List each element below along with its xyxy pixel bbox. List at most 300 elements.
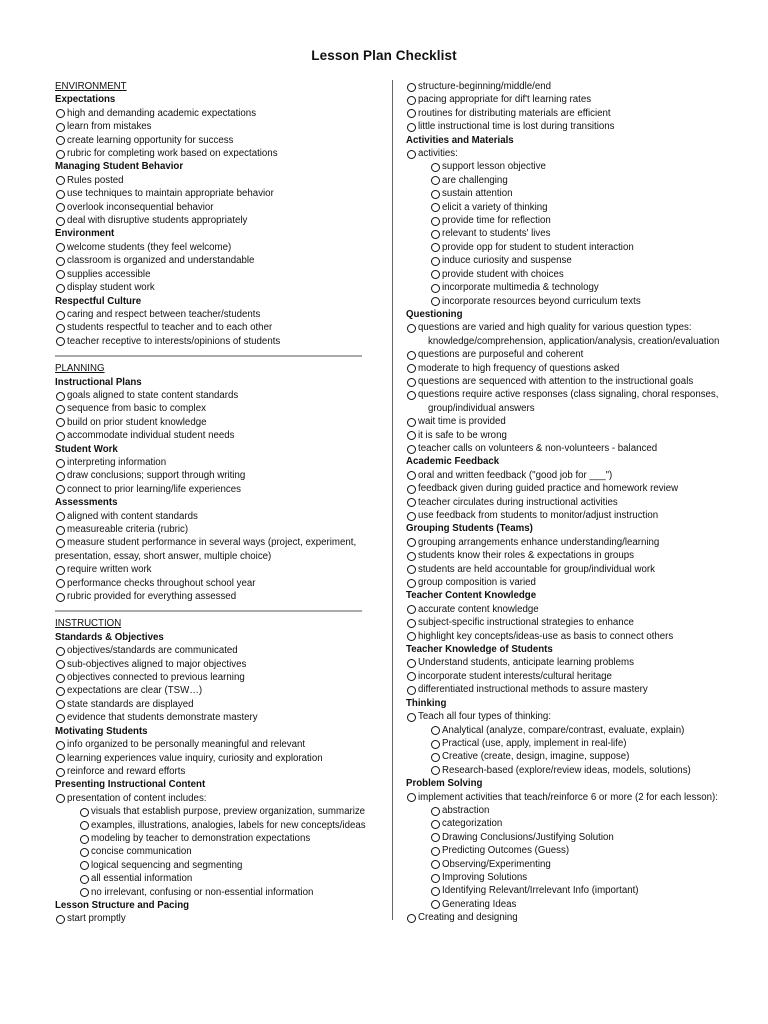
checkbox-circle-icon[interactable] [407, 378, 416, 387]
checkbox-circle-icon[interactable] [431, 887, 440, 896]
checkbox-circle-icon[interactable] [56, 768, 65, 777]
checkbox-circle-icon[interactable] [80, 821, 89, 830]
checklist-subitem [55, 872, 385, 885]
item-text: teacher circulates during instructional activities [418, 496, 618, 508]
checklist-item [406, 563, 736, 576]
item-text: Expectations [55, 94, 116, 106]
checklist-item [55, 214, 385, 227]
item-text: induce curiosity and suspense [442, 255, 572, 267]
checkbox-circle-icon[interactable] [431, 726, 440, 735]
checkbox-circle-icon[interactable] [56, 526, 65, 535]
checkbox-circle-icon[interactable] [56, 566, 65, 575]
checkbox-circle-icon[interactable] [431, 874, 440, 883]
item-text: Instructional Plans [55, 376, 142, 388]
checkbox-circle-icon[interactable] [407, 672, 416, 681]
checklist-item [406, 670, 736, 683]
checkbox-circle-icon[interactable] [407, 351, 416, 360]
subsection-heading [406, 134, 736, 147]
checkbox-circle-icon[interactable] [56, 123, 65, 132]
checkbox-circle-icon[interactable] [407, 471, 416, 480]
item-text: Improving Solutions [442, 871, 528, 883]
item-text: accurate content knowledge [418, 603, 539, 615]
checklist-item [55, 469, 385, 482]
checkbox-circle-icon[interactable] [56, 243, 65, 252]
checkbox-circle-icon[interactable] [56, 392, 65, 401]
item-text: categorization [442, 818, 503, 830]
checklist-item [406, 710, 736, 723]
item-text: Teach all four types of thinking: [418, 711, 552, 723]
checkbox-circle-icon[interactable] [407, 96, 416, 105]
item-text: feedback given during guided practice and homework review [418, 483, 679, 495]
subsection-heading [55, 376, 385, 389]
checklist-item [55, 281, 385, 294]
checkbox-circle-icon[interactable] [56, 136, 65, 145]
checkbox-circle-icon[interactable] [407, 150, 416, 159]
subsection-heading [406, 589, 736, 602]
subsection-heading [406, 643, 736, 656]
checkbox-circle-icon[interactable] [407, 565, 416, 574]
subsection-heading [406, 455, 736, 468]
subsection-heading [406, 777, 736, 790]
checkbox-circle-icon[interactable] [407, 364, 416, 373]
item-text: caring and respect between teacher/students [67, 308, 261, 320]
item-text: Creative (create, design, imagine, suppose) [442, 751, 630, 763]
checkbox-circle-icon[interactable] [431, 190, 440, 199]
checklist-item [406, 120, 736, 133]
item-text: presentation of content includes: [67, 792, 207, 804]
checklist-subitem [406, 254, 736, 267]
checklist-item-continuation [55, 550, 385, 563]
item-text: Teacher Knowledge of Students [406, 644, 553, 656]
item-text: oral and written feedback ("good job for ___") [418, 469, 613, 481]
checklist-subitem [406, 187, 736, 200]
subsection-heading [55, 496, 385, 509]
checklist-item [406, 536, 736, 549]
item-text: Practical (use, apply, implement in real-life) [442, 737, 627, 749]
checkbox-circle-icon[interactable] [407, 83, 416, 92]
left-column [55, 80, 385, 926]
checkbox-circle-icon[interactable] [56, 109, 65, 118]
item-text: Motivating Students [55, 725, 148, 737]
checkbox-circle-icon[interactable] [431, 753, 440, 762]
subsection-heading [406, 697, 736, 710]
checkbox-circle-icon[interactable] [407, 686, 416, 695]
checkbox-circle-icon[interactable] [56, 190, 65, 199]
section-divider [55, 355, 362, 357]
checklist-item [55, 523, 385, 536]
item-text: use techniques to maintain appropriate behavior [67, 188, 274, 200]
checkbox-circle-icon[interactable] [407, 579, 416, 588]
checklist-item [55, 268, 385, 281]
checklist-item [406, 107, 736, 120]
checklist-item [55, 577, 385, 590]
item-text: questions are sequenced with attention to the instructional goals [418, 375, 694, 387]
checkbox-circle-icon[interactable] [56, 714, 65, 723]
subsection-heading [55, 160, 385, 173]
item-text: state standards are displayed [67, 698, 194, 710]
checkbox-circle-icon[interactable] [56, 539, 65, 548]
item-text: structure-beginning/middle/end [418, 81, 552, 92]
item-text: Academic Feedback [406, 456, 500, 468]
checkbox-circle-icon[interactable] [56, 754, 65, 763]
checklist-item [406, 415, 736, 428]
item-text: moderate to high frequency of questions asked [418, 362, 620, 374]
checkbox-circle-icon[interactable] [56, 418, 65, 427]
checklist-item [55, 711, 385, 724]
item-text: Teacher Content Knowledge [406, 590, 537, 602]
checklist-item [55, 536, 385, 549]
checkbox-circle-icon[interactable] [407, 605, 416, 614]
item-text: questions require active responses (class signaling, choral responses, [418, 389, 719, 401]
subsection-heading [406, 308, 736, 321]
checklist-item [55, 792, 385, 805]
checkbox-circle-icon[interactable] [56, 337, 65, 346]
checkbox-circle-icon[interactable] [431, 860, 440, 869]
checklist-subitem [406, 295, 736, 308]
item-text: it is safe to be wrong [418, 429, 507, 441]
subsection-heading [55, 227, 385, 240]
checkbox-circle-icon[interactable] [407, 445, 416, 454]
checklist-item [406, 482, 736, 495]
item-text: subject-specific instructional strategies to enhance [418, 617, 634, 629]
item-text: pacing appropriate for dif't learning rates [418, 94, 592, 106]
checklist-subitem [406, 804, 736, 817]
item-text: Creating and designing [418, 912, 518, 924]
checkbox-circle-icon[interactable] [80, 835, 89, 844]
checklist-subitem [406, 871, 736, 884]
item-text: abstraction [442, 804, 490, 816]
item-text: Assessments [55, 497, 118, 509]
item-text: deal with disruptive students appropriately [67, 215, 248, 227]
checklist-item [406, 348, 736, 361]
checkbox-circle-icon[interactable] [407, 512, 416, 521]
checkbox-circle-icon[interactable] [407, 123, 416, 132]
item-text: Respectful Culture [55, 295, 142, 307]
item-text: measure student performance in several ways (project, experiment, [67, 537, 357, 549]
checkbox-circle-icon[interactable] [56, 647, 65, 656]
checkbox-circle-icon[interactable] [407, 713, 416, 722]
item-text: little instructional time is lost during transitions [418, 121, 615, 133]
checklist-item [55, 308, 385, 321]
item-text: examples, illustrations, analogies, labels for new concepts/ideas [91, 819, 366, 831]
item-text: students are held accountable for group/individual work [418, 563, 655, 575]
item-text: sequence from basic to complex [67, 403, 206, 415]
checklist-item [406, 576, 736, 589]
subsection-heading [55, 899, 385, 912]
checkbox-circle-icon[interactable] [407, 498, 416, 507]
item-text: logical sequencing and segmenting [91, 859, 243, 871]
checkbox-circle-icon[interactable] [56, 687, 65, 696]
checkbox-circle-icon[interactable] [56, 270, 65, 279]
item-text: group/individual answers [428, 402, 535, 414]
item-text: classroom is organized and understandable [67, 255, 255, 267]
checkbox-circle-icon[interactable] [56, 485, 65, 494]
checkbox-circle-icon[interactable] [56, 150, 65, 159]
checkbox-circle-icon[interactable] [407, 391, 416, 400]
checklist-subitem [406, 750, 736, 763]
item-text: incorporate student interests/cultural heritage [418, 670, 612, 682]
checkbox-circle-icon[interactable] [80, 875, 89, 884]
checklist-item [55, 187, 385, 200]
checklist-subitem [55, 819, 385, 832]
checklist-subitem [55, 805, 385, 818]
item-text: concise communication [91, 846, 192, 858]
checklist-subitem [55, 859, 385, 872]
item-text: INSTRUCTION [55, 618, 122, 630]
checkbox-circle-icon[interactable] [56, 512, 65, 521]
item-text: all essential information [91, 873, 193, 885]
subsection-heading [55, 295, 385, 308]
checkbox-circle-icon[interactable] [431, 176, 440, 185]
checkbox-circle-icon[interactable] [407, 324, 416, 333]
item-text: presentation, essay, short answer, multiple choice) [55, 550, 272, 562]
checkbox-circle-icon[interactable] [431, 847, 440, 856]
item-text: relevant to students' lives [442, 228, 551, 240]
item-text: Lesson Structure and Pacing [55, 899, 190, 911]
checkbox-circle-icon[interactable] [407, 552, 416, 561]
checkbox-circle-icon[interactable] [80, 861, 89, 870]
checkbox-circle-icon[interactable] [431, 203, 440, 212]
item-text: Analytical (analyze, compare/contrast, evaluate, explain) [442, 724, 685, 736]
checklist-item-continuation [406, 335, 736, 348]
checklist-item [55, 174, 385, 187]
subsection-heading [55, 443, 385, 456]
checklist-item [406, 362, 736, 375]
item-text: Understand students, anticipate learning problems [418, 657, 634, 669]
subsection-heading [55, 725, 385, 738]
checklist-item [55, 120, 385, 133]
checkbox-circle-icon[interactable] [56, 593, 65, 602]
checklist-item [55, 456, 385, 469]
checkbox-circle-icon[interactable] [431, 900, 440, 909]
checkbox-circle-icon[interactable] [56, 203, 65, 212]
item-text: rubric for completing work based on expectations [67, 148, 278, 160]
checkbox-circle-icon[interactable] [56, 176, 65, 185]
item-text: are challenging [442, 174, 508, 186]
item-text: Student Work [55, 443, 118, 455]
checklist-item [55, 698, 385, 711]
checkbox-circle-icon[interactable] [407, 793, 416, 802]
checklist-item [406, 549, 736, 562]
item-text: objectives/standards are communicated [67, 645, 238, 657]
checklist-item [406, 429, 736, 442]
item-text: Thinking [406, 697, 447, 709]
checklist-item [55, 429, 385, 442]
item-text: interpreting information [67, 456, 167, 468]
checklist-item [55, 241, 385, 254]
checkbox-circle-icon[interactable] [407, 418, 416, 427]
subsection-heading [55, 778, 385, 791]
checkbox-circle-icon[interactable] [56, 741, 65, 750]
section-divider [55, 610, 362, 612]
checklist-subitem [406, 214, 736, 227]
checklist-subitem [406, 884, 736, 897]
checklist-item [406, 147, 736, 160]
item-text: measureable criteria (rubric) [67, 524, 189, 535]
item-text: questions are purposeful and coherent [418, 349, 584, 361]
item-text: teacher calls on volunteers & non-volunteers - balanced [418, 442, 658, 454]
column-divider [392, 80, 393, 920]
checkbox-circle-icon[interactable] [56, 311, 65, 320]
checkbox-circle-icon[interactable] [56, 700, 65, 709]
checklist-item [406, 496, 736, 509]
checkbox-circle-icon[interactable] [407, 914, 416, 923]
item-text: Standards & Objectives [55, 631, 164, 643]
checklist-item [406, 93, 736, 106]
checkbox-circle-icon[interactable] [431, 257, 440, 266]
item-text: goals aligned to state content standards [67, 389, 239, 401]
checklist-item [55, 147, 385, 160]
checkbox-circle-icon[interactable] [56, 579, 65, 588]
checklist-subitem [406, 858, 736, 871]
checklist-item [406, 388, 736, 401]
item-text: accommodate individual student needs [67, 430, 235, 442]
checklist-item [55, 483, 385, 496]
item-text: Grouping Students (Teams) [406, 523, 533, 535]
checkbox-circle-icon[interactable] [431, 270, 440, 279]
checkbox-circle-icon[interactable] [56, 674, 65, 683]
checklist-item [406, 509, 736, 522]
item-text: visuals that establish purpose, preview organization, summarize [91, 806, 366, 818]
checklist-subitem [406, 268, 736, 281]
subsection-heading [55, 93, 385, 106]
item-text: modeling by teacher to demonstration expectations [91, 832, 311, 844]
item-text: Rules posted [67, 174, 124, 186]
item-text: create learning opportunity for success [67, 134, 234, 146]
checklist-item [55, 335, 385, 348]
checkbox-circle-icon[interactable] [431, 284, 440, 293]
subsection-heading [406, 522, 736, 535]
checkbox-circle-icon[interactable] [407, 619, 416, 628]
item-text: expectations are clear (TSW…) [67, 685, 203, 697]
item-text: incorporate multimedia & technology [442, 282, 599, 294]
checkbox-circle-icon[interactable] [56, 432, 65, 441]
item-text: aligned with content standards [67, 510, 198, 522]
item-text: group composition is varied [418, 577, 536, 589]
checklist-item [55, 658, 385, 671]
checkbox-circle-icon[interactable] [407, 538, 416, 547]
checkbox-circle-icon[interactable] [431, 217, 440, 226]
checkbox-circle-icon[interactable] [56, 915, 65, 924]
checkbox-circle-icon[interactable] [56, 660, 65, 669]
checklist-item [55, 254, 385, 267]
item-text: knowledge/comprehension, application/analysis, creation/evaluation [428, 335, 720, 347]
item-text: students respectful to teacher and to each other [67, 322, 273, 334]
checklist-item [55, 416, 385, 429]
item-text: supplies accessible [67, 268, 151, 280]
checkbox-circle-icon[interactable] [431, 820, 440, 829]
checkbox-circle-icon[interactable] [431, 766, 440, 775]
checklist-item [406, 469, 736, 482]
checkbox-circle-icon[interactable] [56, 257, 65, 266]
checkbox-circle-icon[interactable] [56, 459, 65, 468]
checkbox-circle-icon[interactable] [56, 324, 65, 333]
checkbox-circle-icon[interactable] [407, 109, 416, 118]
item-text: welcome students (they feel welcome) [67, 241, 232, 253]
item-text: draw conclusions; support through writing [67, 470, 246, 482]
checklist-subitem [406, 281, 736, 294]
item-text: PLANNING [55, 363, 105, 375]
item-text: reinforce and reward efforts [67, 765, 186, 777]
checkbox-circle-icon[interactable] [56, 217, 65, 226]
checklist-item [55, 389, 385, 402]
checklist-subitem [55, 845, 385, 858]
checkbox-circle-icon[interactable] [80, 808, 89, 817]
checklist-item [406, 442, 736, 455]
item-text: no irrelevant, confusing or non-essential information [91, 886, 314, 898]
checklist-item [55, 671, 385, 684]
checkbox-circle-icon[interactable] [56, 405, 65, 414]
section-title [55, 617, 385, 630]
item-text: Drawing Conclusions/Justifying Solution [442, 831, 614, 843]
item-text: grouping arrangements enhance understanding/learning [418, 536, 660, 548]
checklist-item [55, 752, 385, 765]
item-text: build on prior student knowledge [67, 416, 207, 428]
item-text: Predicting Outcomes (Guess) [442, 845, 570, 857]
checkbox-circle-icon[interactable] [431, 243, 440, 252]
checklist-item [55, 590, 385, 603]
item-text: performance checks throughout school year [67, 577, 256, 589]
checkbox-circle-icon[interactable] [80, 848, 89, 857]
item-text: sustain attention [442, 188, 513, 200]
checklist-item-continuation [406, 402, 736, 415]
checkbox-circle-icon[interactable] [407, 485, 416, 494]
checkbox-circle-icon[interactable] [56, 284, 65, 293]
item-text: implement activities that teach/reinforce 6 or more (2 for each lesson): [418, 791, 718, 803]
checklist-item [55, 738, 385, 751]
right-column [406, 80, 736, 925]
checkbox-circle-icon[interactable] [431, 807, 440, 816]
checklist-item [55, 684, 385, 697]
checklist-subitem [406, 737, 736, 750]
item-text: display student work [67, 282, 155, 294]
checklist-item [406, 683, 736, 696]
item-text: wait time is provided [418, 416, 506, 428]
checkbox-circle-icon[interactable] [431, 740, 440, 749]
item-text: activities: [418, 148, 458, 160]
checklist-subitem [55, 832, 385, 845]
checklist-item [55, 201, 385, 214]
checklist-subitem [406, 898, 736, 911]
checkbox-circle-icon[interactable] [407, 659, 416, 668]
checklist-item [406, 603, 736, 616]
item-text: incorporate resources beyond curriculum texts [442, 295, 641, 307]
checkbox-circle-icon[interactable] [431, 833, 440, 842]
checklist-subitem [406, 160, 736, 173]
checklist-subitem [406, 817, 736, 830]
checkbox-circle-icon[interactable] [431, 297, 440, 306]
checkbox-circle-icon[interactable] [431, 163, 440, 172]
checkbox-circle-icon[interactable] [80, 888, 89, 897]
checkbox-circle-icon[interactable] [56, 794, 65, 803]
item-text: learn from mistakes [67, 121, 152, 133]
checklist-item [55, 510, 385, 523]
item-text: routines for distributing materials are efficient [418, 107, 611, 119]
checklist-item [406, 656, 736, 669]
checkbox-circle-icon[interactable] [407, 431, 416, 440]
item-text: teacher receptive to interests/opinions of students [67, 335, 281, 347]
checkbox-circle-icon[interactable] [431, 230, 440, 239]
checklist-item [55, 563, 385, 576]
checklist-item [55, 134, 385, 147]
checkbox-circle-icon[interactable] [56, 472, 65, 481]
checklist-item [406, 80, 736, 93]
checklist-subitem [406, 764, 736, 777]
checkbox-circle-icon[interactable] [407, 632, 416, 641]
section-title [55, 80, 385, 93]
section-title [55, 362, 385, 375]
item-text: Presenting Instructional Content [55, 779, 206, 791]
